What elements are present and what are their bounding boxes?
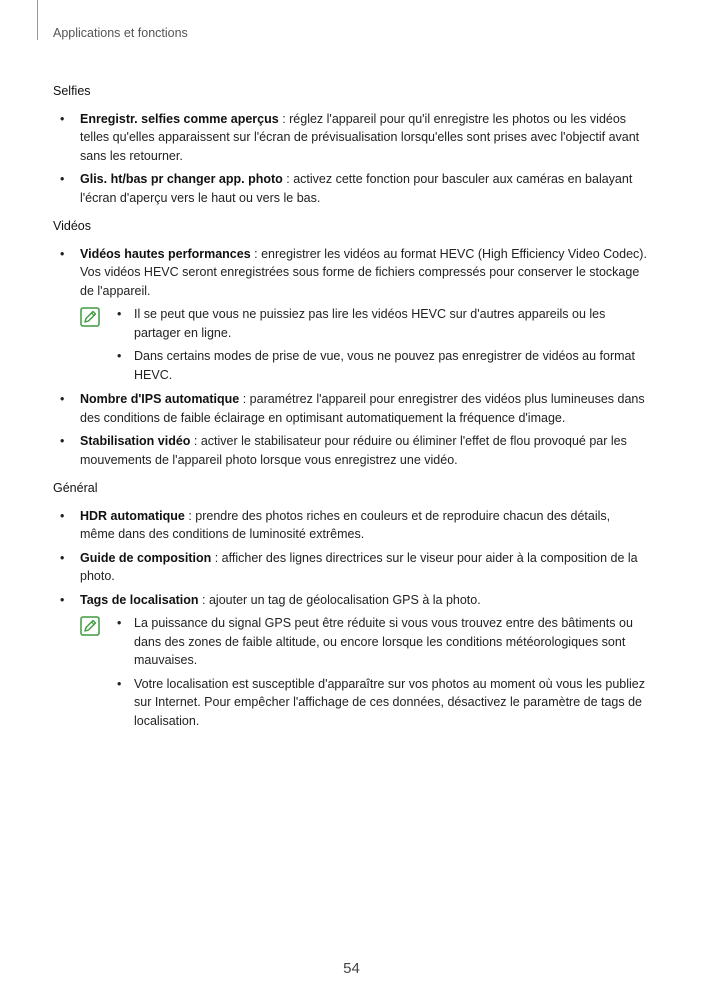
- setting-description: : ajouter un tag de géolocalisation GPS à la photo.: [198, 592, 481, 607]
- list-item: [53, 549, 648, 586]
- setting-description: : activer le stabilisateur pour réduire ou éliminer l'effet de flou provoqué par les mouvements de l'appareil photo lorsque vous enregistrez une vidéo.: [80, 434, 627, 467]
- setting-term: Tags de localisation: [80, 592, 199, 607]
- setting-term: Stabilisation vidéo: [80, 434, 191, 448]
- note-pencil-icon: [80, 616, 100, 636]
- section-videos: [53, 217, 648, 469]
- setting-term: Vidéos hautes performances: [80, 246, 251, 261]
- list-item: [53, 591, 648, 610]
- setting-description: : afficher des lignes directrices sur le viseur pour aider à la composition de la photo.: [80, 550, 638, 583]
- header-divider: [37, 0, 38, 40]
- list-item: [53, 110, 648, 166]
- note-item: • Dans certains modes de prise de vue, vous ne pouvez pas enregistrer de vidéos au format HEVC.: [107, 347, 648, 384]
- note-list: [107, 614, 648, 730]
- setting-description: : enregistrer les vidéos au format HEVC (High Efficiency Video Codec). Vos vidéos HEVC seront enregistrées sous forme de fichiers compressés pour conserver le stockage de l'appareil.: [80, 246, 647, 298]
- bullet-list: [53, 245, 648, 301]
- setting-term: Enregistr. selfies comme aperçus: [80, 111, 279, 126]
- setting-description: : prendre des photos riches en couleurs et de reproduire chacun des détails, même dans des conditions de luminosité extrêmes.: [80, 508, 611, 541]
- note-item: • Votre localisation est susceptible d'apparaître sur vos photos au moment où vous les publiez sur Internet. Pour empêcher l'affichage de ces données, désactivez le paramètre de tags de localisation.: [107, 675, 648, 731]
- section-title: Selfies: [53, 84, 91, 98]
- list-item: [53, 170, 648, 207]
- note-pencil-icon: [80, 307, 100, 327]
- setting-term: Guide de composition: [80, 550, 212, 565]
- page-header: Applications et fonctions: [53, 26, 188, 40]
- setting-term: HDR automatique: [80, 508, 185, 523]
- document-body: [53, 82, 648, 740]
- list-item: [53, 432, 648, 469]
- section-title: Général: [53, 481, 98, 495]
- setting-description: : réglez l'appareil pour qu'il enregistre les photos ou les vidéos telles qu'elles apparaissent sur l'écran de prévisualisation lorsqu'elles sont prises avec l'objectif avant sans les retourner.: [80, 111, 640, 163]
- section-general: [53, 479, 648, 730]
- section-title: Vidéos: [53, 219, 91, 233]
- note-box: [53, 614, 648, 730]
- note-item: • La puissance du signal GPS peut être réduite si vous vous trouvez entre des bâtiments ou dans des zones de faible altitude, ou encore lorsque les conditions météorologiques sont mauvaises.: [107, 614, 648, 670]
- setting-term: Nombre d'IPS automatique: [80, 392, 240, 406]
- setting-term: Glis. ht/bas pr changer app. photo: [80, 172, 283, 186]
- list-item: [53, 507, 648, 544]
- note-item: • Il se peut que vous ne puissiez pas lire les vidéos HEVC sur d'autres appareils ou les partager en ligne.: [107, 305, 648, 342]
- note-box: [53, 305, 648, 384]
- setting-description: : paramétrez l'appareil pour enregistrer des vidéos plus lumineuses dans des conditions de faible éclairage en optimisant automatiquement la fréquence d'image.: [80, 392, 645, 425]
- note-list: [107, 305, 648, 384]
- setting-description: : activez cette fonction pour basculer aux caméras en balayant l'écran d'aperçu vers le haut ou vers le bas.: [80, 172, 633, 205]
- page-number: 54: [343, 960, 360, 977]
- list-item: [53, 390, 648, 427]
- bullet-list: [53, 110, 648, 208]
- bullet-list: [53, 390, 648, 469]
- bullet-list: [53, 507, 648, 610]
- section-selfies: [53, 82, 648, 207]
- list-item: [53, 245, 648, 301]
